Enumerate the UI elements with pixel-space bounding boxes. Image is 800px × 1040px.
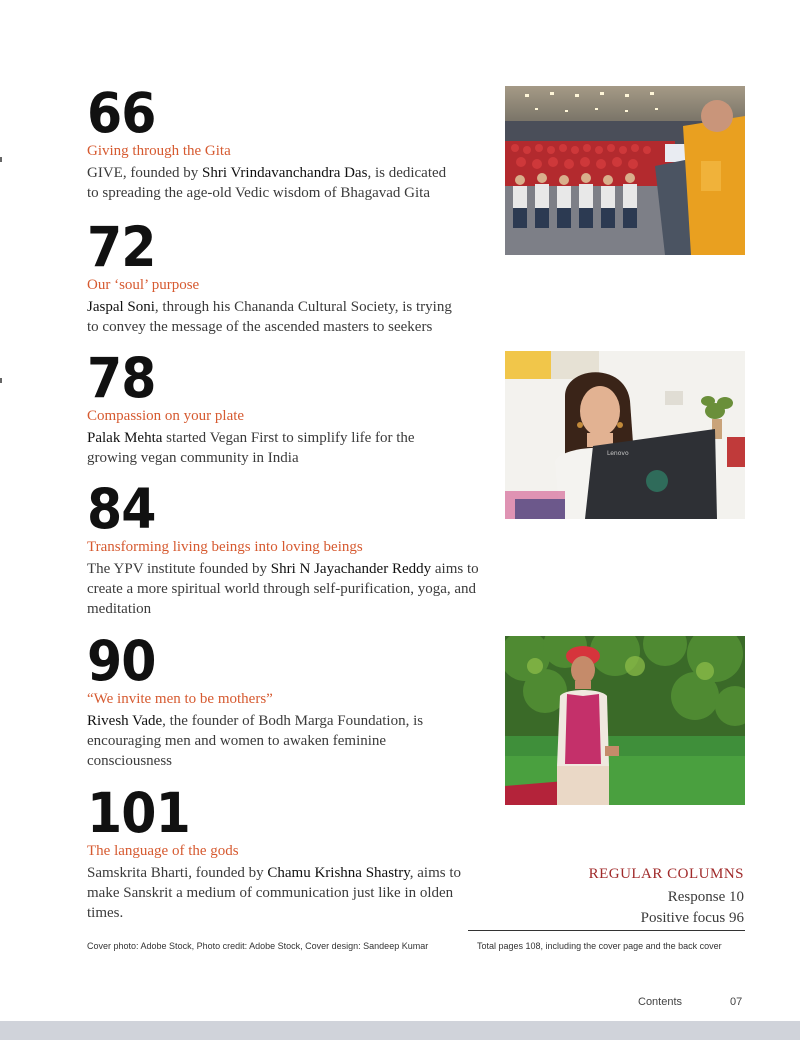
contents-entry[interactable]	[87, 629, 507, 771]
article-title[interactable]: “We invite men to be mothers”	[87, 691, 273, 707]
article-title[interactable]: The language of the gods	[87, 843, 239, 859]
contents-entry[interactable]	[87, 215, 507, 337]
page-count-note: Total pages 108, including the cover page and the back cover	[477, 941, 722, 951]
article-description: Rivesh Vade, the founder of Bodh Marga Foundation, is encouraging men and women to awaken feminine consciousness	[87, 713, 424, 769]
regular-column-item[interactable]: Positive focus 96	[640, 910, 744, 926]
page-edge-mark	[0, 157, 2, 162]
article-title[interactable]: Our ‘soul’ purpose	[87, 277, 200, 293]
article-description: GIVE, founded by Shri Vrindavanchandra Das, is dedicated to spreading the age-old Vedic wisdom of Bhagavad Gita	[87, 165, 447, 201]
article-title[interactable]: Giving through the Gita	[87, 143, 231, 159]
article-description: The YPV institute founded by Shri N Jayachander Reddy aims to create a more spiritual world through self-purification, yoga, and meditation	[87, 561, 479, 617]
page-number: 90	[87, 629, 156, 693]
article-title[interactable]: Compassion on your plate	[87, 408, 245, 424]
photo-auditorium-speaker	[505, 86, 745, 255]
contents-entry[interactable]	[87, 81, 507, 203]
page-number: 78	[87, 346, 156, 410]
divider	[468, 930, 745, 931]
page-number: 84	[87, 477, 156, 541]
photo-man-garden	[505, 636, 745, 805]
photo-credits: Cover photo: Adobe Stock, Photo credit: Adobe Stock, Cover design: Sandeep Kumar	[87, 941, 429, 951]
contents-entry[interactable]	[87, 781, 507, 923]
footer-page-number: 07	[730, 996, 743, 1008]
page-number: 66	[87, 81, 156, 145]
regular-columns	[589, 864, 744, 929]
regular-column-item[interactable]: Response 10	[667, 889, 744, 905]
footer-section-label: Contents	[638, 996, 683, 1008]
article-description: Palak Mehta started Vegan First to simplify life for the growing vegan community in India	[87, 430, 415, 466]
contents-entry[interactable]	[87, 346, 507, 468]
photo-woman-laptop	[505, 351, 745, 519]
article-description: Jaspal Soni, through his Chananda Cultural Society, is trying to convey the message of the ascended masters to seekers	[87, 299, 452, 335]
page-number: 101	[87, 781, 190, 845]
laptop-brand-text: Lenovo	[607, 450, 629, 457]
page-edge-mark	[0, 378, 2, 383]
article-title[interactable]: Transforming living beings into loving beings	[87, 539, 363, 555]
contents-entry[interactable]	[87, 477, 507, 619]
article-description: Samskrita Bharti, founded by Chamu Krishna Shastry, aims to make Sanskrit a medium of communication just like in olden times.	[87, 865, 461, 921]
page-number: 72	[87, 215, 156, 279]
bottom-bar	[0, 1021, 800, 1040]
regular-columns-heading: REGULAR COLUMNS	[588, 866, 744, 882]
